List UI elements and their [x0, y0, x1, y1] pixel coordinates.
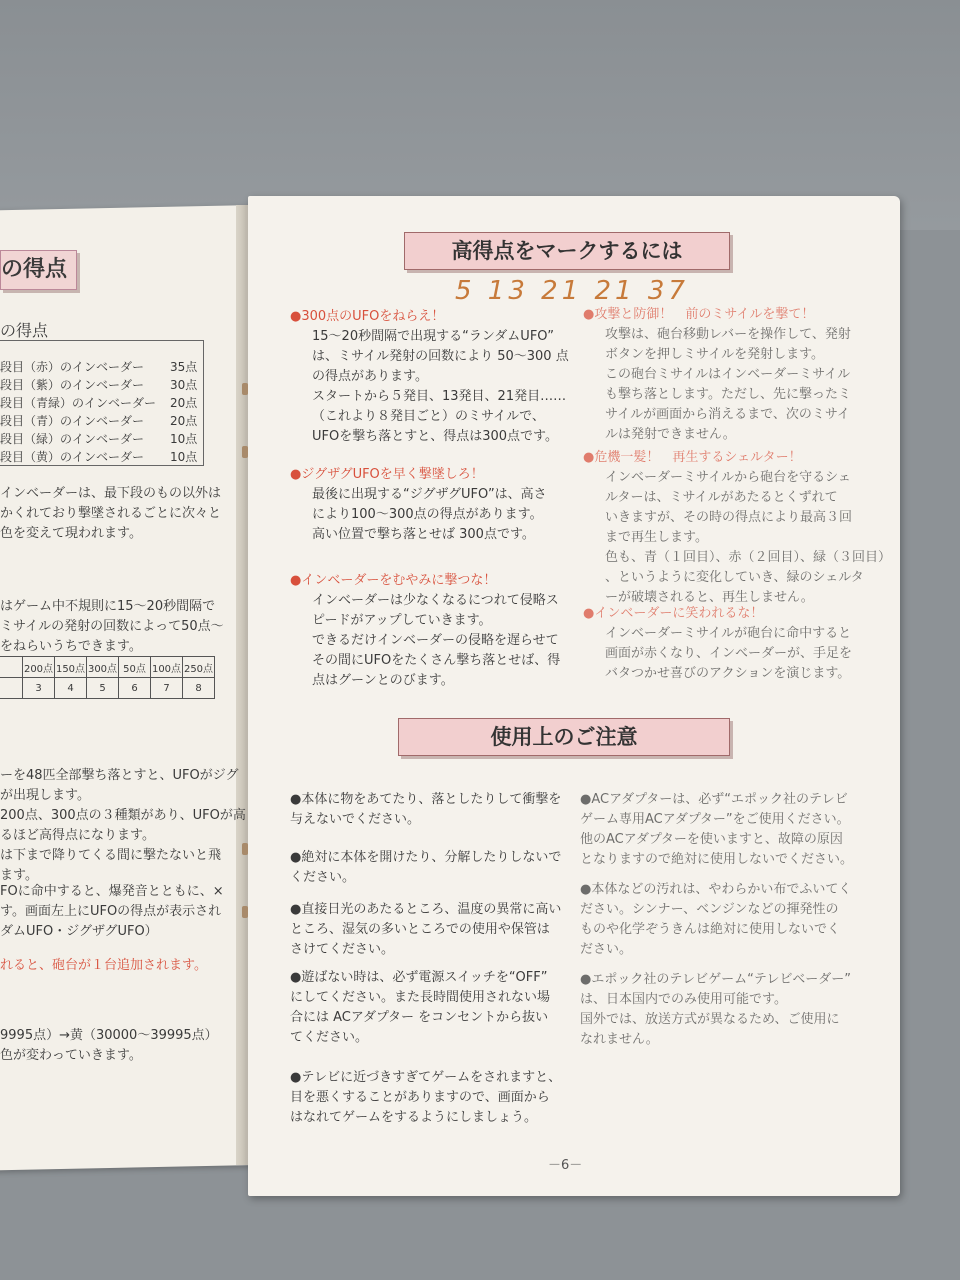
left-paragraph: はゲーム中不規則に15～20秒間隔で ミサイルの発射の回数によって50点～ をねらいうちできます。: [0, 599, 224, 654]
score-row-label: 段目（赤）のインベーダー: [0, 360, 145, 374]
table-cell: 50点: [119, 657, 151, 678]
note-line: ●本体などの汚れは、やわらかい布でふいてく: [580, 882, 852, 897]
staple: [242, 906, 248, 918]
left-page-title: の得点: [0, 250, 77, 290]
note-line: ださい。: [580, 942, 633, 957]
table-cell: [0, 657, 23, 678]
score-row-label: 段目（緑）のインベーダー: [0, 432, 145, 446]
left-paragraph: 9995点）→黄（30000～39995点） 色が変わっていきます。: [0, 1028, 218, 1063]
tip-line: ルターは、ミサイルがあたるとくずれて: [605, 490, 838, 505]
table-cell: 4: [55, 678, 87, 699]
table-cell: 6: [119, 678, 151, 699]
bonus-line: れると、砲台が１台追加されます。: [0, 958, 207, 973]
tip-line: この砲台ミサイルはインベーダーミサイル: [605, 367, 851, 382]
note-item: [290, 1068, 561, 1128]
tip-line: インベーダーは少なくなるにつれて侵略ス: [312, 593, 559, 608]
table-cell: 3: [23, 678, 55, 699]
note-line: 与えないでください。: [290, 812, 421, 827]
score-row-label: 段目（紫）のインベーダー: [0, 378, 145, 392]
tip-line: （これより８発目ごと）のミサイルで、: [312, 409, 545, 424]
tip-title: ●300点のUFOをねらえ！: [290, 309, 445, 324]
tip-title: ●インベーダーをむやみに撃つな！: [290, 573, 497, 588]
score-row-points: 10点: [170, 450, 198, 464]
tip-line: の得点があります。: [312, 369, 428, 384]
score-row-points: 35点: [170, 360, 198, 374]
page-number: －6－: [548, 1158, 583, 1173]
handwritten-note: 5 13 21 21 37: [455, 276, 689, 306]
tip-line: 画面が赤くなり、インベーダーが、手足を: [605, 646, 853, 661]
table-cell: 300点: [87, 657, 119, 678]
table-cell: 7: [151, 678, 183, 699]
tip-title: ●インベーダーに笑われるな！: [583, 606, 764, 621]
note-line: ●エポック社のテレビゲーム“テレビベーダー”: [580, 972, 852, 987]
note-line: はなれてゲームをするようにしましょう。: [290, 1110, 538, 1125]
note-item: [290, 848, 561, 888]
tip-line: ーが破壊されると、再生しません。: [605, 590, 814, 605]
note-line: ゲーム専用ACアダプター”をご使用ください。: [580, 812, 850, 827]
score-row-label: 段目（青緑）のインベーダー: [0, 396, 157, 410]
note-line: となりますので絶対に使用しないでください。: [580, 852, 854, 867]
tip-line: は、ミサイル発射の回数により 50～300 点: [312, 349, 569, 364]
table-cell: 5: [87, 678, 119, 699]
note-line: は、日本国内でのみ使用可能です。: [580, 992, 787, 1007]
table-cell: 250点: [183, 657, 215, 678]
note-line: ください。: [290, 870, 356, 885]
tip-line: 高い位置で撃ち落とせば 300点です。: [312, 527, 535, 542]
note-item: [290, 968, 550, 1048]
note-item: [290, 900, 561, 960]
tip-line: サイルが画面から消えるまで、次のミサイ: [605, 407, 850, 422]
note-line: ●本体に物をあてたり、落としたりして衝撃を: [290, 792, 562, 807]
tip-line: インベーダーミサイルから砲台を守るシェ: [605, 470, 851, 485]
left-paragraph: ーを48匹全部撃ち落とすと、UFOがジグ が出現します。 200点、300点の３種類があり、UFOが高 るほど高得点になります。 は下まで降りてくる間に撃たないと飛 ます。: [0, 768, 246, 883]
tip-line: ルは発射できません。: [605, 427, 736, 442]
tip-title: ●危機一髪！ 再生するシェルター！: [583, 450, 802, 465]
tip-line: 15～20秒間隔で出現する“ランダムUFO”: [312, 329, 555, 344]
tip-section: [583, 448, 892, 608]
note-item: [290, 790, 561, 830]
score-row-label: 段目（黄）のインベーダー: [0, 450, 145, 464]
note-item: [580, 970, 851, 1050]
tip-line: まで再生します。: [605, 530, 708, 545]
tip-line: 点はグーンとのびます。: [312, 673, 454, 688]
table-cell: 100点: [151, 657, 183, 678]
score-row-points: 10点: [170, 432, 198, 446]
tip-section: [583, 604, 853, 684]
tip-section: [290, 465, 547, 545]
note-line: ところ、湿気の多いところでの使用や保管は: [290, 922, 550, 937]
table-cell: 200点: [23, 657, 55, 678]
tip-line: インベーダーミサイルが砲台に命中すると: [605, 626, 852, 641]
note-line: なれません。: [580, 1032, 659, 1047]
note-line: さけてください。: [290, 942, 395, 957]
tip-line: ピードがアップしていきます。: [312, 613, 492, 628]
tip-line: いきますが、その時の得点により最高３回: [605, 510, 853, 525]
note-line: ●ACアダプターは、必ず“エポック社のテレビ: [580, 792, 848, 807]
note-item: [580, 880, 851, 960]
tip-line: ボタンを押しミサイルを発射します。: [605, 347, 825, 362]
tip-title: ●攻撃と防御！ 前のミサイルを撃て！: [583, 307, 815, 322]
note-line: 他のACアダプターを使いますと、故障の原因: [580, 832, 843, 847]
note-line: ●遊ばない時は、必ず電源スイッチを“OFF”: [290, 970, 548, 985]
tip-line: 最後に出現する“ジグザグUFO”は、高さ: [312, 487, 547, 502]
left-paragraph: FOに命中すると、爆発音とともに、× す。画面左上にUFOの得点が表示され ダムUFO・ジグザグUFO）: [0, 884, 224, 939]
tip-line: スタートから５発目、13発目、21発目……: [312, 389, 567, 404]
tip-line: その間にUFOをたくさん撃ち落とせば、得: [312, 653, 561, 668]
note-line: てください。: [290, 1030, 369, 1045]
tip-line: バタつかせ喜びのアクションを演じます。: [605, 666, 851, 681]
note-line: 国外では、放送方式が異なるため、ご使用に: [580, 1012, 840, 1027]
tip-line: 色も、青（１回目）、赤（２回目）、緑（３回目）: [605, 550, 892, 565]
note-line: ものや化学ぞうきんは絶対に使用しないでく: [580, 922, 841, 937]
note-line: 目を悪くすることがありますので、画面から: [290, 1090, 550, 1105]
note-line: 合には ACアダプター をコンセントから抜い: [290, 1010, 549, 1025]
table-cell: 8: [183, 678, 215, 699]
tip-line: 、というように変化していき、緑のシェルタ: [605, 570, 864, 585]
header-usage-notes: 使用上のご注意: [398, 718, 730, 756]
header-high-score: 高得点をマークするには: [404, 232, 730, 270]
tip-line: により100～300点の得点があります。: [312, 507, 543, 522]
table-cell: 150点: [55, 657, 87, 678]
note-line: にしてください。また長時間使用されない場: [290, 990, 551, 1005]
note-line: ださい。シンナー、ベンジンなどの揮発性の: [580, 902, 839, 917]
note-item: [580, 790, 853, 870]
left-page-subtitle: の得点: [0, 321, 49, 340]
tip-line: UFOを撃ち落とすと、得点は300点です。: [312, 429, 558, 444]
score-row-points: 30点: [170, 378, 198, 392]
staple: [242, 383, 248, 395]
score-row-label: 段目（青）のインベーダー: [0, 414, 145, 428]
ufo-score-table: [0, 656, 215, 699]
note-line: ●テレビに近づきすぎてゲームをされますと、: [290, 1070, 562, 1085]
score-row-points: 20点: [170, 414, 198, 428]
note-line: ●直接日光のあたるところ、温度の異常に高い: [290, 902, 562, 917]
tip-line: 攻撃は、砲台移動レバーを操作して、発射: [605, 327, 851, 342]
table-cell: [0, 678, 23, 699]
left-paragraph: インベーダーは、最下段のもの以外は かくれており撃墜されるごとに次々と 色を変えて現われます。: [0, 486, 222, 541]
staple: [242, 446, 248, 458]
note-line: ●絶対に本体を開けたり、分解したりしないで: [290, 850, 562, 865]
tip-line: も撃ち落とします。ただし、先に撃ったミ: [605, 387, 851, 402]
tip-section: [583, 305, 851, 445]
tip-line: できるだけインベーダーの侵略を遅らせて: [312, 633, 559, 648]
tip-section: [290, 307, 569, 447]
score-row-points: 20点: [170, 396, 198, 410]
tip-section: [290, 571, 561, 691]
tip-title: ●ジグザグUFOを早く撃墜しろ！: [290, 467, 484, 482]
